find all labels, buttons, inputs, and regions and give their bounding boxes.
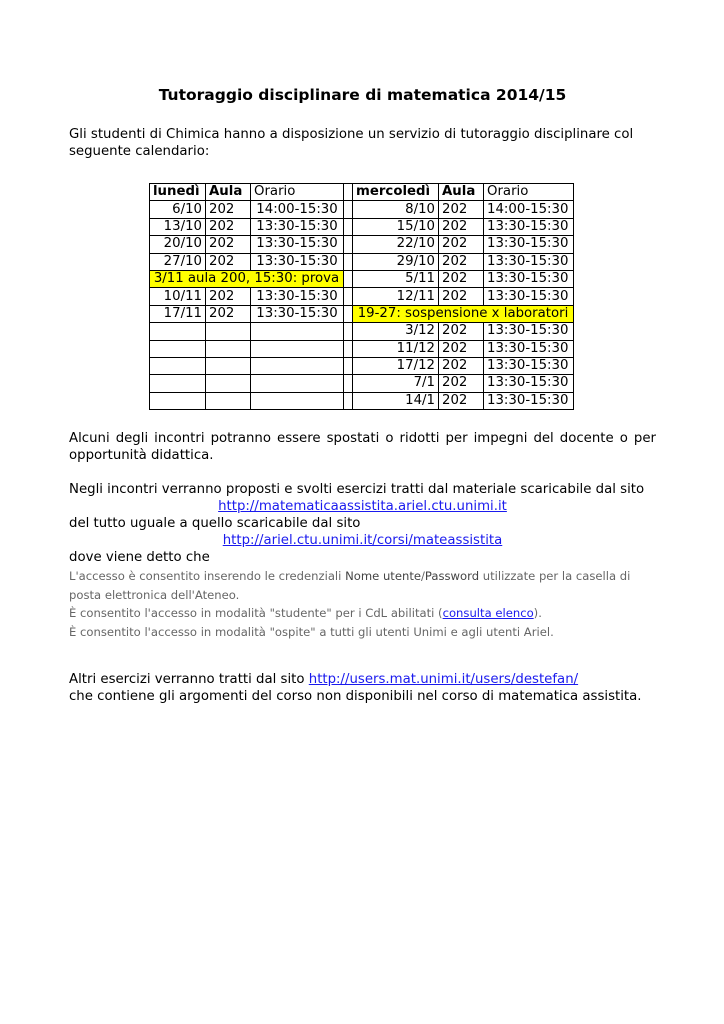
table-cell [344,270,353,287]
table-cell [344,340,353,357]
highlighted-note-cell: 19-27: sospensione x laboratori [353,305,574,322]
table-cell: 202 [206,236,251,253]
quote-line-1: L'accesso è consentito inserendo le credenziali Nome utente/Password utilizzate per la casella di [69,569,631,583]
table-cell [344,375,353,392]
table-cell: 8/10 [353,201,439,218]
table-cell [251,357,344,374]
intro-line-1: Gli studenti di Chimica hanno a disposizione un servizio di tutoraggio disciplinare col [69,127,634,142]
table-cell [206,340,251,357]
table-cell: 202 [439,288,484,305]
table-cell: 17/12 [353,357,439,374]
table-cell: 202 [439,270,484,287]
table-cell: 13:30-15:30 [484,375,574,392]
table-header-cell [344,184,353,201]
table-cell: 13:30-15:30 [484,340,574,357]
table-cell [251,392,344,409]
table-cell: 6/10 [150,201,206,218]
table-cell: 20/10 [150,236,206,253]
table-cell: 202 [439,357,484,374]
table-cell: 202 [439,392,484,409]
table-cell: 14:00-15:30 [484,201,574,218]
other-line-2: che contiene gli argomenti del corso non disponibili nel corso di matematica assistita. [69,689,642,704]
table-cell: 13:30-15:30 [484,253,574,270]
table-cell [150,375,206,392]
table-cell: 29/10 [353,253,439,270]
table-cell: 13:30-15:30 [484,357,574,374]
link-matematicaassistita[interactable]: http://matematicaassistita.ariel.ctu.unimi.it [218,499,507,514]
table-cell [344,253,353,270]
table-cell [344,305,353,322]
materials-paragraph [69,481,656,566]
table-row [150,270,574,287]
table-cell [206,375,251,392]
table-header-cell: lunedì [150,184,206,201]
table-cell: 202 [206,253,251,270]
table-cell: 13:30-15:30 [484,236,574,253]
table-cell: 13/10 [150,218,206,235]
materials-line-2: del tutto uguale a quello scaricabile dal sito [69,516,361,531]
table-cell: 202 [439,218,484,235]
materials-line-1: Negli incontri verranno proposti e svolti esercizi tratti dal materiale scaricabile dal sito [69,482,645,497]
table-cell: 13:30-15:30 [251,288,344,305]
table-row [150,253,574,270]
table-row [150,340,574,357]
table-row [150,305,574,322]
table-cell [150,392,206,409]
table-cell [344,392,353,409]
table-cell [251,340,344,357]
note-paragraph: Alcuni degli incontri potranno essere spostati o ridotti per impegni del docente o per opportunità didattica. [69,431,656,463]
table-header-cell: Orario [251,184,344,201]
table-cell [206,357,251,374]
table-row [150,236,574,253]
table-cell: 5/11 [353,270,439,287]
table-header-cell: Orario [484,184,574,201]
other-exercises-paragraph [69,671,656,705]
table-cell [344,288,353,305]
table-cell [150,357,206,374]
table-cell: 13:30-15:30 [251,236,344,253]
table-cell: 202 [439,340,484,357]
table-cell: 13:30-15:30 [251,253,344,270]
table-row [150,375,574,392]
table-cell [251,375,344,392]
quote-line-2: posta elettronica dell'Ateneo. [69,587,240,602]
table-cell [344,236,353,253]
table-cell [206,392,251,409]
table-cell: 13:30-15:30 [251,218,344,235]
table-row [150,288,574,305]
table-cell: 22/10 [353,236,439,253]
table-cell: 13:30-15:30 [484,323,574,340]
schedule-table [149,183,574,410]
table-cell: 10/11 [150,288,206,305]
table-cell: 202 [206,201,251,218]
table-cell: 17/11 [150,305,206,322]
table-cell: 12/11 [353,288,439,305]
other-line-1: Altri esercizi verranno tratti dal sito http://users.mat.unimi.it/users/destefan/ [69,672,579,687]
table-cell: 13:30-15:30 [251,305,344,322]
table-cell: 15/10 [353,218,439,235]
quote-line-4: È consentito l'accesso in modalità "ospite" a tutti gli utenti Unimi e agli utenti Ariel. [69,624,554,639]
table-header-cell: Aula [439,184,484,201]
highlighted-note-cell: 3/11 aula 200, 15:30: prova [150,270,344,287]
table-cell [150,340,206,357]
materials-line-3: dove viene detto che [69,550,210,565]
table-cell: 13:30-15:30 [484,218,574,235]
table-cell: 202 [439,253,484,270]
intro-line-2: seguente calendario: [69,144,210,159]
table-cell [251,323,344,340]
table-row [150,201,574,218]
table-cell [344,218,353,235]
page-title: Tutoraggio disciplinare di matematica 2014/15 [158,86,567,104]
table-cell [150,323,206,340]
table-cell: 202 [439,375,484,392]
table-cell: 14:00-15:30 [251,201,344,218]
table-header-cell: mercoledì [353,184,439,201]
table-cell: 202 [439,236,484,253]
quote-line-3: È consentito l'accesso in modalità "studente" per i CdL abilitati (consulta elenco). [69,606,542,620]
table-cell [344,357,353,374]
table-cell: 13:30-15:30 [484,392,574,409]
table-row [150,357,574,374]
table-cell [344,323,353,340]
table-cell: 13:30-15:30 [484,270,574,287]
link-ariel-mateassistita[interactable]: http://ariel.ctu.unimi.it/corsi/mateassistita [222,533,503,548]
table-row [150,323,574,340]
table-cell: 202 [206,218,251,235]
table-cell: 27/10 [150,253,206,270]
table-cell: 11/12 [353,340,439,357]
table-cell: 13:30-15:30 [484,288,574,305]
table-cell: 202 [439,201,484,218]
table-cell [344,201,353,218]
intro-paragraph [69,126,656,160]
table-cell: 202 [206,305,251,322]
consulta-elenco-link[interactable]: consulta elenco [442,606,534,620]
table-row [150,392,574,409]
quoted-access-info [69,567,656,641]
table-row [150,218,574,235]
table-cell: 7/1 [353,375,439,392]
link-destefan[interactable]: http://users.mat.unimi.it/users/destefan/ [308,672,579,687]
table-header-row [150,184,574,201]
table-cell [206,323,251,340]
table-cell: 14/1 [353,392,439,409]
table-header-cell: Aula [206,184,251,201]
table-cell: 202 [439,323,484,340]
table-cell: 3/12 [353,323,439,340]
table-cell: 202 [206,288,251,305]
